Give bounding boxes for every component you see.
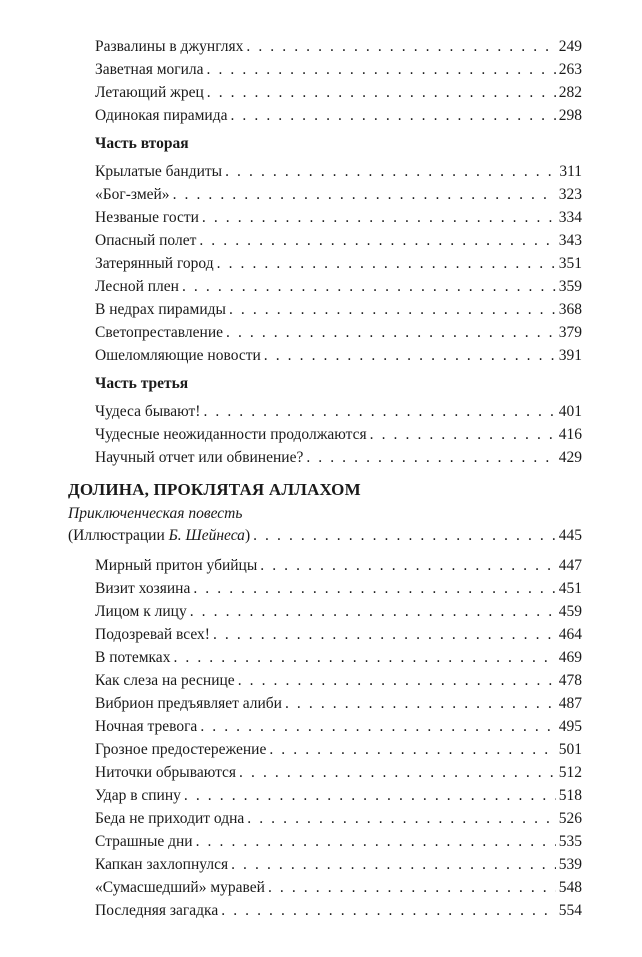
toc-entry-title: В потемках: [95, 649, 171, 666]
toc-entry-title: Вибрион предъявляет алиби: [95, 695, 282, 712]
toc-entry-page: 464: [558, 626, 582, 643]
toc-entry-page: 379: [558, 324, 582, 341]
toc-entry-title: Лесной плен: [95, 278, 179, 295]
toc-entry: [95, 447, 582, 469]
toc-leader-dots: [173, 184, 556, 206]
toc-leader-dots: [260, 555, 555, 577]
toc-entry-page: 351: [558, 255, 582, 272]
toc-entry-page: 447: [558, 557, 582, 574]
part-heading: Часть вторая: [95, 135, 189, 152]
toc-leader-dots: [207, 82, 556, 104]
toc-entry: [95, 161, 582, 183]
toc-entry-title: Опасный полет: [95, 232, 197, 249]
story-subtitle: Приключенческая повесть: [68, 505, 243, 522]
toc-entry-page: 416: [558, 426, 582, 443]
toc-entry: [95, 322, 582, 344]
toc-entry-title: Удар в спину: [95, 787, 181, 804]
toc-entry-page: 263: [558, 61, 582, 78]
toc-entry: [95, 900, 582, 922]
toc-entry-page: 459: [558, 603, 582, 620]
toc-entry: [95, 276, 582, 298]
toc-entry-title: Светопреставление: [95, 324, 223, 341]
toc-leader-dots: [306, 447, 555, 469]
toc-leader-dots: [226, 322, 556, 344]
toc-entry-page: 298: [558, 107, 582, 124]
toc-entry-title: Капкан захлопнулся: [95, 856, 229, 873]
toc-entry-title: Заветная могила: [95, 61, 204, 78]
toc-entry-title: Чудесные неожиданности продолжаются: [95, 426, 367, 443]
toc-leader-dots: [196, 831, 556, 853]
toc-entry: [95, 647, 582, 669]
toc-leader-dots: [268, 877, 556, 899]
part-heading: Часть третья: [95, 375, 189, 392]
story-title: ДОЛИНА, ПРОКЛЯТАЯ АЛЛАХОМ: [68, 480, 361, 499]
toc-entry: [95, 555, 582, 577]
toc-entry: [95, 693, 582, 715]
toc-entry-page: 554: [558, 902, 582, 919]
toc-entry-page: 282: [558, 84, 582, 101]
toc-entry: [95, 785, 582, 807]
toc-leader-dots: [225, 161, 556, 183]
toc-leader-dots: [202, 207, 556, 229]
toc-entry-page: 401: [558, 403, 582, 420]
toc-entry-page: 526: [558, 810, 582, 827]
toc-leader-dots: [229, 299, 556, 321]
toc-entry-page: 323: [558, 186, 582, 203]
toc-entry-title: Мирный притон убийцы: [95, 557, 258, 574]
toc-entry: [95, 401, 582, 423]
toc-entry-illustrations: [68, 525, 582, 547]
toc-leader-dots: [370, 424, 556, 446]
toc-entry: [95, 82, 582, 104]
illustrations-suffix: ): [244, 527, 251, 544]
toc-entry-page: 512: [558, 764, 582, 781]
toc-entry-page: 343: [558, 232, 582, 249]
toc-entry-page: 487: [558, 695, 582, 712]
toc-entry-title: «Сумасшедший» муравей: [95, 879, 265, 896]
toc-entry-title: Лицом к лицу: [95, 603, 187, 620]
toc-entry-title: Развалины в джунглях: [95, 38, 244, 55]
toc-entry: [95, 207, 582, 229]
toc-leader-dots: [217, 253, 556, 275]
toc-entry: [95, 808, 582, 830]
toc-leader-dots: [182, 276, 556, 298]
toc-leader-dots: [285, 693, 556, 715]
toc-entry-page: 535: [558, 833, 582, 850]
toc-entry-title: В недрах пирамиды: [95, 301, 226, 318]
toc-leader-dots: [269, 739, 555, 761]
toc-entry: [95, 854, 582, 876]
toc-entry: [95, 831, 582, 853]
toc-entry-title: Незваные гости: [95, 209, 199, 226]
toc-entry-title: «Бог-змей»: [95, 186, 170, 203]
toc-leader-dots: [193, 578, 555, 600]
toc-entry-title: Крылатые бандиты: [95, 163, 223, 180]
toc-entry-page: 359: [558, 278, 582, 295]
toc-entry-title: Последняя загадка: [95, 902, 219, 919]
toc-entry-title: Подозревай всех!: [95, 626, 210, 643]
toc-entry-title: Затерянный город: [95, 255, 214, 272]
toc-leader-dots: [238, 670, 556, 692]
toc-entry-page: 334: [558, 209, 582, 226]
toc-entry: [95, 424, 582, 446]
toc-entry-title: Научный отчет или обвинение?: [95, 449, 304, 466]
toc-leader-dots: [247, 808, 555, 830]
toc-entry: [95, 877, 582, 899]
toc-entry: [95, 716, 582, 738]
toc-leader-dots: [190, 601, 556, 623]
toc-entry-title: Ночная тревога: [95, 718, 198, 735]
toc-entry: [95, 253, 582, 275]
toc-entry-title: Как слеза на реснице: [95, 672, 235, 689]
toc-entry-title: Грозное предостережение: [95, 741, 267, 758]
toc-entry-title: Чудеса бывают!: [95, 403, 201, 420]
toc-leader-dots: [207, 59, 556, 81]
toc-entry-title: Страшные дни: [95, 833, 193, 850]
toc-entry: [95, 36, 582, 58]
toc-entry: [95, 762, 582, 784]
toc-leader-dots: [173, 647, 555, 669]
toc-leader-dots: [213, 624, 556, 646]
toc-entry-title: Ошеломляющие новости: [95, 347, 261, 364]
toc-leader-dots: [239, 762, 556, 784]
toc-entry-page: 495: [558, 718, 582, 735]
toc-entry-page: 478: [558, 672, 582, 689]
toc-entry: [95, 601, 582, 623]
toc-entry: [95, 578, 582, 600]
toc-entry-page: 391: [558, 347, 582, 364]
toc-entry: [95, 739, 582, 761]
toc-entry: [95, 230, 582, 252]
toc-entry-title: Ниточки обрываются: [95, 764, 237, 781]
toc-entry-page: 311: [559, 163, 582, 180]
toc-leader-dots: [231, 854, 556, 876]
toc-entry-page: 429: [558, 449, 582, 466]
toc-entry: [95, 299, 582, 321]
illustrator-name: Б. Шейнеса: [168, 527, 245, 544]
toc-leader-dots: [184, 785, 556, 807]
toc-leader-dots: [246, 36, 555, 58]
toc-leader-dots: [203, 401, 555, 423]
toc-entry-page: 445: [558, 527, 582, 544]
toc-entry-title: Одинокая пирамида: [95, 107, 228, 124]
toc-entry-title: Летающий жрец: [95, 84, 204, 101]
toc-leader-dots: [264, 345, 556, 367]
toc-entry-page: 518: [558, 787, 582, 804]
toc-entry: [95, 184, 582, 206]
toc-entry-page: 539: [558, 856, 582, 873]
toc-entry-page: 451: [558, 580, 582, 597]
toc-entry: [95, 345, 582, 367]
toc-entry-title: Визит хозяина: [95, 580, 191, 597]
toc-leader-dots: [221, 900, 556, 922]
toc-entry: [95, 59, 582, 81]
toc-entry-page: 469: [558, 649, 582, 666]
toc-leader-dots: [230, 105, 555, 127]
toc-entry-page: 548: [558, 879, 582, 896]
toc-entry: [95, 624, 582, 646]
toc-entry: [95, 670, 582, 692]
illustrations-prefix: (Иллюстрации: [68, 527, 169, 544]
toc-entry-page: 249: [558, 38, 582, 55]
toc-leader-dots: [253, 525, 556, 547]
toc-entry-title: [68, 525, 250, 547]
toc-leader-dots: [199, 230, 555, 252]
toc-entry-title: Беда не приходит одна: [95, 810, 245, 827]
toc-entry: [95, 105, 582, 127]
toc-entry-page: 501: [558, 741, 582, 758]
toc-entry-page: 368: [558, 301, 582, 318]
toc-leader-dots: [200, 716, 555, 738]
